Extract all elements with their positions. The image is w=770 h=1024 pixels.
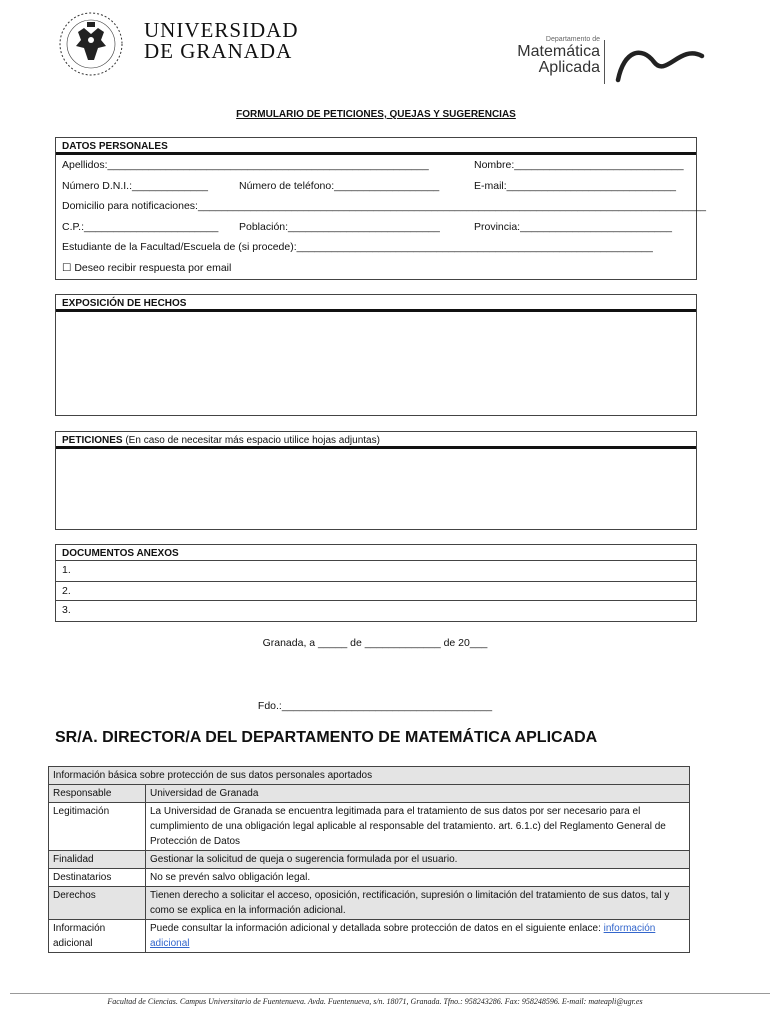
- page-header: [0, 0, 770, 100]
- attachment-row-2[interactable]: 2.: [56, 581, 696, 601]
- email-field[interactable]: E-mail:_____________________________: [474, 179, 677, 192]
- table-row: [49, 887, 690, 920]
- table-row: [49, 869, 690, 887]
- table-row: [49, 785, 690, 803]
- requests-heading-title: PETICIONES: [62, 435, 123, 446]
- place-date-line[interactable]: Granada, a _____ de _____________ de 20___: [262, 637, 488, 649]
- requests-section: [55, 431, 697, 530]
- footer-divider: [10, 993, 770, 994]
- row-surname-name: [56, 155, 696, 176]
- additional-info-text: Puede consultar la información adicional y detallada sobre protección de datos en el siguiente enlace:: [150, 923, 604, 934]
- personal-data-section: [55, 137, 707, 280]
- row-dni-phone-email: [56, 176, 696, 197]
- university-name: [144, 20, 299, 62]
- row-text: Tienen derecho a solicitar el acceso, oposición, rectificación, supresión o limitación del tratamiento de sus datos, tal y como se explica en la información adicional.: [146, 887, 690, 920]
- form-title: FORMULARIO DE PETICIONES, QUEJAS Y SUGERENCIAS: [236, 109, 516, 120]
- university-name-line2: DE GRANADA: [144, 39, 293, 63]
- university-name-line1: UNIVERSIDAD: [144, 18, 299, 42]
- student-faculty-field[interactable]: Estudiante de la Facultad/Escuela de (si procede):_____________________________________________________________: [62, 241, 653, 253]
- facts-textarea[interactable]: [56, 312, 696, 411]
- row-label: Legitimación: [49, 803, 146, 851]
- row-text: Universidad de Granada: [146, 785, 690, 803]
- name-field[interactable]: Nombre:_____________________________: [474, 159, 684, 171]
- university-seal-icon: [54, 10, 128, 78]
- row-label: Derechos: [49, 887, 146, 920]
- province-field[interactable]: Provincia:__________________________: [474, 220, 672, 233]
- phone-field[interactable]: Número de teléfono:__________________: [239, 179, 440, 192]
- requests-textarea[interactable]: [56, 449, 696, 525]
- address-field[interactable]: Domicilio para notificaciones:_______________________________________________________________________________________: [62, 200, 707, 212]
- department-name-line2: Aplicada: [538, 59, 600, 76]
- row-address: [56, 196, 707, 217]
- table-row: [49, 851, 690, 869]
- signature-line[interactable]: Fdo.:____________________________________: [257, 700, 493, 712]
- row-label: Finalidad: [49, 851, 146, 869]
- attachment-row-3[interactable]: 3.: [56, 600, 696, 620]
- department-name-line1: Matemática: [517, 43, 600, 60]
- row-student: [56, 237, 696, 258]
- table-row: [49, 803, 690, 851]
- attachment-row-1[interactable]: 1.: [62, 564, 71, 576]
- personal-data-heading: DATOS PERSONALES: [56, 138, 696, 155]
- table-row: [49, 920, 690, 953]
- email-reply-checkbox[interactable]: ☐ Deseo recibir respuesta por email: [62, 261, 232, 274]
- data-protection-header: Información básica sobre protección de sus datos personales aportados: [49, 767, 690, 785]
- requests-heading-note: (En caso de necesitar más espacio utilice hojas adjuntas): [122, 435, 380, 446]
- row-email-checkbox: [56, 258, 696, 279]
- row-label: Destinatarios: [49, 869, 146, 887]
- row-label: Responsable: [49, 785, 146, 803]
- footer-address: Facultad de Ciencias. Campus Universitario de Fuentenueva. Avda. Fuentenueva, s/n. 18071, Granada. Tfno.: 958243286. Fax: 958248596. E-mail: mateapli@ugr.es: [107, 997, 643, 1006]
- postal-code-field[interactable]: C.P.:_______________________: [62, 220, 219, 233]
- surname-field[interactable]: Apellidos:_______________________________________________________: [62, 159, 429, 171]
- row-text: No se prevén salvo obligación legal.: [146, 869, 690, 887]
- town-field[interactable]: Población:__________________________: [239, 220, 440, 233]
- logo-divider: [604, 40, 605, 84]
- requests-heading: [56, 432, 696, 449]
- row-postal: [56, 217, 696, 238]
- row-text: La Universidad de Granada se encuentra legitimada para el tratamiento de sus datos por ser necesario para el cumplimiento de una obligación legal aplicable al responsable del tratamiento. art. 6.1.c) del Reglamento General de Protección de Datos: [146, 803, 690, 851]
- dni-field[interactable]: Número D.N.I.:_____________: [62, 179, 208, 192]
- data-protection-table: [48, 766, 690, 953]
- department-small-label: Departamento de: [545, 36, 600, 43]
- row-label: Información adicional: [49, 920, 146, 953]
- department-logo-text: [494, 36, 600, 76]
- row-text: [146, 920, 690, 953]
- department-wave-logo-icon: [614, 40, 706, 84]
- attachments-heading: DOCUMENTOS ANEXOS: [56, 545, 696, 561]
- recipient-heading: SR/A. DIRECTOR/A DEL DEPARTAMENTO DE MATEMÁTICA APLICADA: [55, 729, 598, 746]
- facts-heading: EXPOSICIÓN DE HECHOS: [56, 295, 696, 312]
- additional-info-link[interactable]: información adicional: [150, 923, 656, 949]
- row-text: Gestionar la solicitud de queja o sugerencia formulada por el usuario.: [146, 851, 690, 869]
- facts-section: [55, 294, 697, 416]
- attachments-section: [55, 544, 697, 622]
